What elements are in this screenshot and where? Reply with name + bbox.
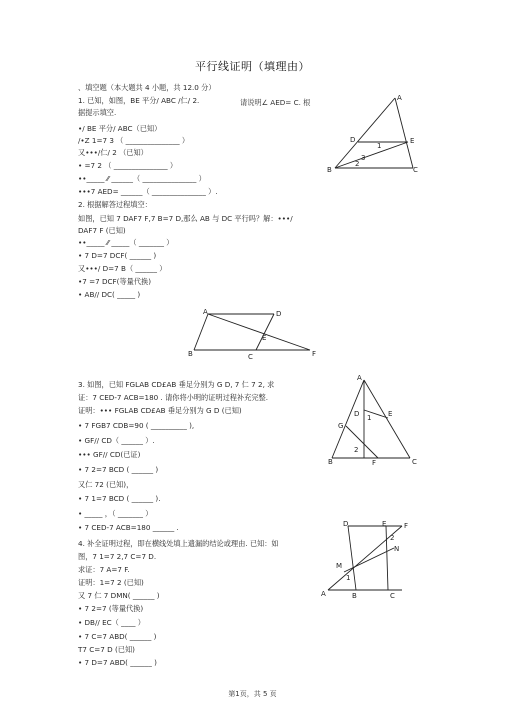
- angle-3: 3: [361, 154, 366, 162]
- text-line: 据提示填空.: [78, 108, 117, 117]
- label-D: D: [354, 410, 360, 418]
- label-C: C: [413, 166, 418, 174]
- angle-2: 2: [354, 446, 359, 454]
- text-line: • _____ ，（ _______ ）: [78, 509, 153, 518]
- label-B: B: [327, 166, 332, 174]
- text-line: 、填空题（本大题共 4 小题，共 12.0 分）: [78, 83, 216, 92]
- angle-1: 1: [377, 142, 382, 150]
- label-B: B: [328, 458, 333, 466]
- label-A: A: [321, 590, 326, 598]
- text-line: • 7 D=7 DCF( ______ ): [78, 251, 157, 260]
- figure-3-triangle: [328, 372, 418, 471]
- text-line: 求证：7 A=7 F.: [78, 565, 130, 574]
- text-line: •7 =7 DCF(等量代换): [78, 277, 152, 286]
- text-line: 证明：••• FGLAB CD£AB 垂足分别为 G D (已知): [78, 406, 242, 415]
- text-line: 又 7 仁 7 DMN( ______ ): [78, 591, 160, 600]
- text-line: •••7 AED= ______（ _______________ ）.: [78, 187, 218, 196]
- angle-1: 1: [346, 574, 351, 582]
- label-E: E: [382, 520, 387, 528]
- label-D: D: [276, 310, 282, 318]
- text-line: 证明：1=7 2 (已知): [78, 578, 144, 587]
- page-footer: 第1页，共 5 页: [228, 690, 277, 698]
- figure-2-parallelogram: [186, 308, 321, 367]
- label-C: C: [248, 353, 253, 361]
- label-F: F: [312, 350, 317, 358]
- text-line: 又仁 72 (已知)，: [78, 480, 134, 489]
- text-line: ••• GF// CD(已证): [78, 450, 141, 459]
- label-D: D: [350, 136, 356, 144]
- text-line: /•Z 1=7 3 （ _______________ ）: [78, 136, 190, 145]
- figure-1-triangle: [325, 92, 420, 178]
- text-line: • 7 C=7 ABD( ______ ): [78, 632, 157, 641]
- label-A: A: [203, 308, 208, 316]
- label-M: M: [336, 562, 343, 570]
- label-E: E: [410, 137, 415, 145]
- text-line: ••_____ ⁄⁄ _____（ _______ ）: [78, 238, 174, 247]
- text-line: 证：7 CED-7 ACB=180 . 请你将小明的证明过程补充完整.: [78, 393, 269, 402]
- text-line: • 7 1=7 BCD ( ______ ).: [78, 494, 161, 503]
- text-line: 2. 根据解答过程填空：: [78, 200, 152, 209]
- text-line: 又•••/ D=7 B（ ______ ）: [78, 264, 167, 273]
- text-line: •/ BE 平分/ ABC（已知）: [78, 124, 162, 133]
- label-B: B: [352, 592, 357, 600]
- text-line: 4. 补全证明过程，即在横线处填上遗漏的结论或理由. 已知：如: [78, 539, 279, 548]
- label-A: A: [357, 374, 362, 382]
- label-G: G: [338, 422, 344, 430]
- label-B: B: [188, 350, 193, 358]
- text-line: ••_____ ⁄⁄ ______（ _______________ ）: [78, 174, 206, 183]
- label-F: F: [404, 522, 409, 530]
- text-line: 如图，已知 7 DAF7 F,7 B=7 D,那么 AB 与 DC 平行吗？解：•••/: [78, 214, 293, 223]
- label-C: C: [412, 458, 417, 466]
- figure-4-lines: [320, 518, 410, 604]
- angle-2: 2: [390, 534, 395, 542]
- text-line: • =7 2 （ _______________ ）: [78, 161, 178, 170]
- text-line: • 7 FGB7 CDB=90 ( __________ ),: [78, 421, 195, 430]
- label-D: D: [343, 520, 349, 528]
- label-F: F: [372, 459, 377, 467]
- text-line: 1. 已知，如图，BE 平分/ ABC /仁/ 2.: [78, 96, 200, 105]
- text-line: 图，7 1=7 2,7 C=7 D.: [78, 552, 157, 561]
- text-line: T7 C=7 D (已知): [78, 645, 135, 654]
- angle-2: 2: [355, 160, 360, 168]
- page-title: 平行线证明（填理由）: [195, 60, 310, 73]
- label-E: E: [262, 334, 267, 342]
- text-line: • AB// DC( _____ ): [78, 290, 141, 299]
- side-note: 请说明∠ AED= C. 根: [240, 98, 311, 107]
- label-N: N: [394, 545, 400, 553]
- text-line: • 7 CED-7 ACB=180 ______ .: [78, 523, 179, 532]
- label-C: C: [390, 592, 395, 600]
- text-line: 又•••/仁/ 2 （已知）: [78, 148, 148, 157]
- text-line: • 7 D=7 ABD( ______ ): [78, 658, 157, 667]
- text-line: 3. 如图，已知 FGLAB CD£AB 垂足分别为 G D, 7 仁 7 2, 求: [78, 380, 275, 389]
- angle-1: 1: [367, 414, 372, 422]
- text-line: • 7 2=7 BCD ( ______ ): [78, 465, 159, 474]
- text-line: • GF// CD（ ______ ）.: [78, 436, 155, 445]
- label-A: A: [397, 94, 402, 102]
- text-line: • 7 2=7 (等量代换): [78, 604, 144, 613]
- text-line: • DB// EC（ ____ ）: [78, 618, 145, 627]
- label-E: E: [388, 410, 393, 418]
- text-line: DAF7 F (已知): [78, 226, 126, 235]
